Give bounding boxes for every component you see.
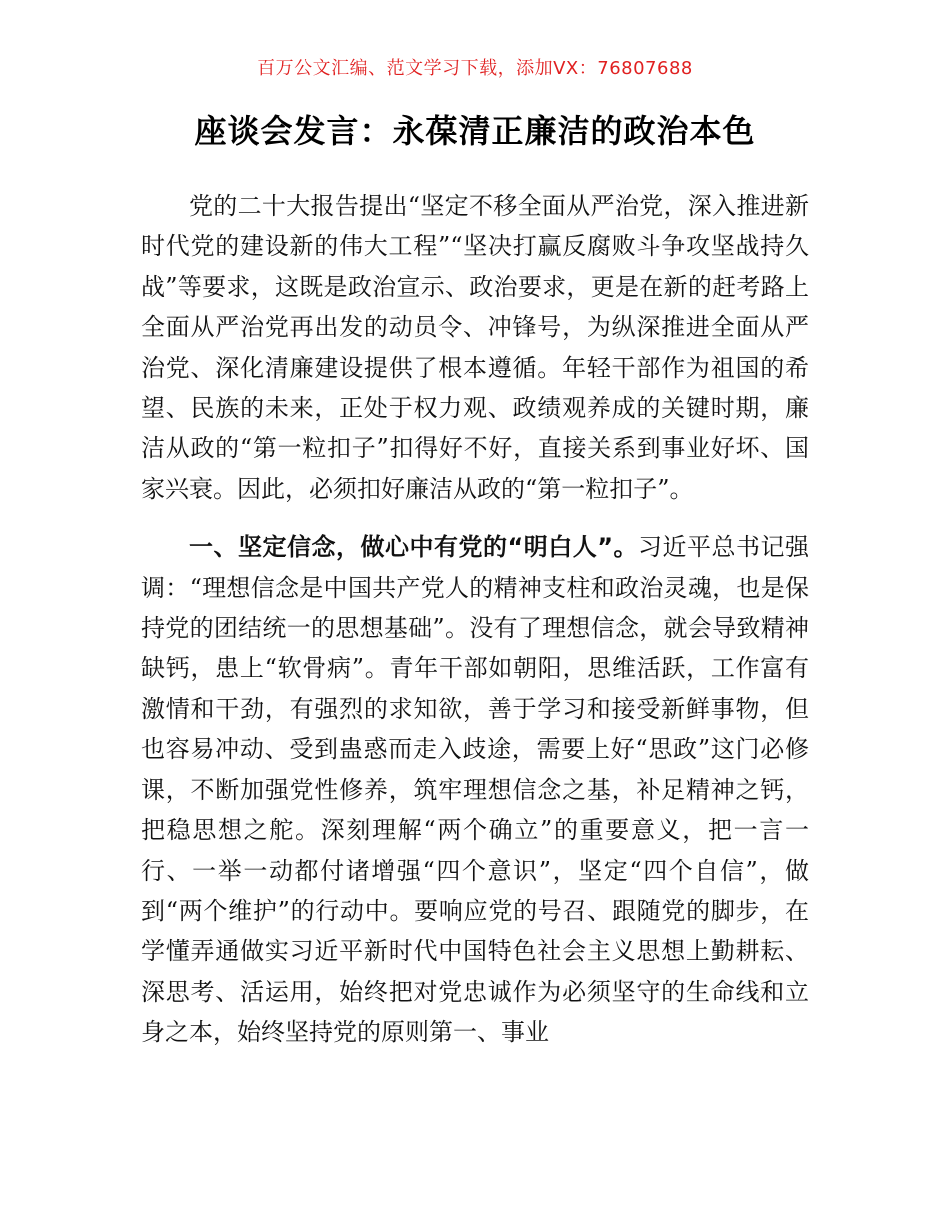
watermark-header: 百万公文汇编、范文学习下载，添加VX：76807688 — [257, 58, 693, 79]
paragraph-text: 党的二十大报告提出“坚定不移全面从严治党，深入推进新时代党的建设新的伟大工程”“坚决打赢反腐败斗争攻坚战持久战”等要求，这既是政治宣示、政治要求，更是在新的赶考路上全面从严治党再出发的动员令、冲锋号，为纵深推进全面从严治党、深化清廉建设提供了根本遵循。年轻干部作为祖国的希望、民族的未来，正处于权力观、政绩观养成的关键时期，廉洁从政的“第一粒扣子”扣得好不好，直接关系到事业好坏、国家兴衰。因此，必须扣好廉洁从政的“第一粒扣子”。 — [141, 192, 809, 503]
paragraph-intro — [141, 186, 809, 509]
paragraph-text: 习近平总书记强调：“理想信念是中国共产党人的精神支柱和政治灵魂，也是保持党的团结统一的思想基础”。没有了理想信念，就会导致精神缺钙，患上“软骨病”。青年干部如朝阳，思维活跃，工作富有激情和干劲，有强烈的求知欲，善于学习和接受新鲜事物，但也容易冲动、受到蛊惑而走入歧途，需要上好“思政”这门必修课，不断加强党性修养，筑牢理想信念之基，补足精神之钙，把稳思想之舵。深刻理解“两个确立”的重要意义，把一言一行、一举一动都付诸增强“四个意识”，坚定“四个自信”，做到“两个维护”的行动中。要响应党的号召、跟随党的脚步，在学懂弄通做实习近平新时代中国特色社会主义思想上勤耕耘、深思考、活运用，始终把对党忠诚作为必须坚守的生命线和立身之本，始终坚持党的原则第一、事业 — [141, 533, 810, 1047]
page-title: 座谈会发言：永葆清正廉洁的政治本色 — [194, 112, 756, 150]
paragraph-section-1 — [141, 527, 809, 1052]
document-body — [141, 186, 809, 1053]
section-heading: 一、坚定信念，做心中有党的“明白人”。 — [189, 533, 639, 562]
